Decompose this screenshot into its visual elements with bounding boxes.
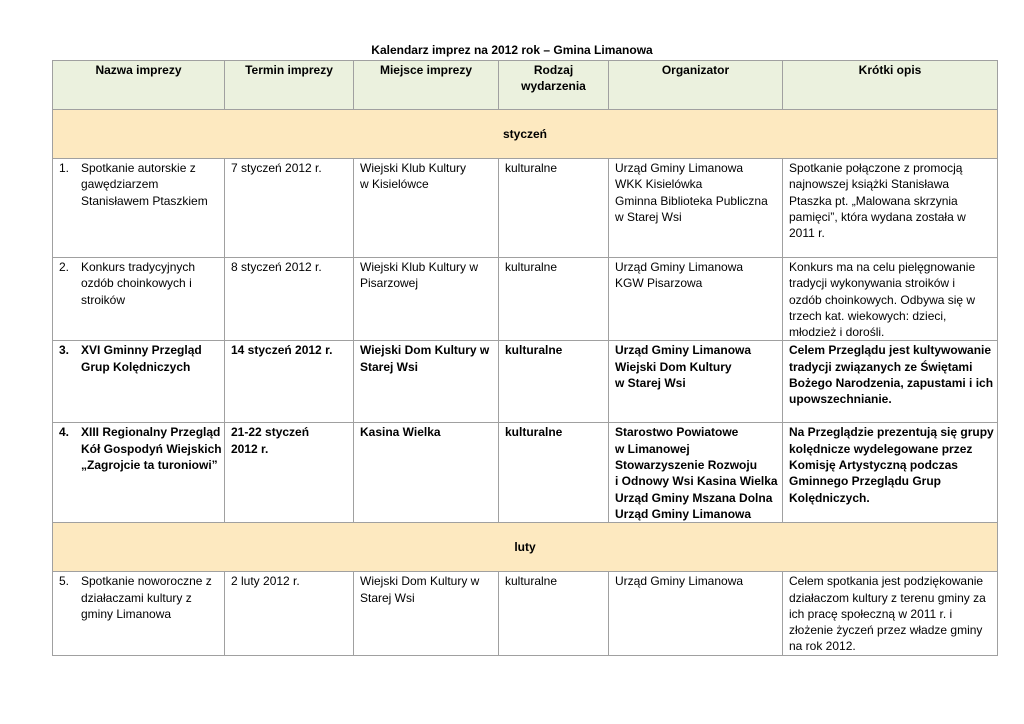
- table-header-row: [53, 61, 998, 110]
- events-calendar-table: [52, 60, 998, 656]
- cell-line: Konkurs tradycyjnych: [81, 260, 196, 274]
- cell-line: Bożego Narodzenia, zapustami i ich: [789, 376, 994, 391]
- cell-line: Gminna Biblioteka Publiczna: [615, 193, 768, 208]
- cell-line: Starej Wsi: [360, 359, 419, 374]
- table-row: [53, 423, 998, 523]
- cell-line: działaczom kultury z terenu gminy za: [789, 590, 986, 605]
- cell-line: Urząd Gminy Limanowa: [615, 161, 744, 175]
- cell-line: Kasina Wielka: [360, 425, 441, 440]
- cell-line: gminy Limanowa: [81, 606, 172, 621]
- event-date-cell: [225, 159, 354, 258]
- cell-line: stroików: [81, 292, 126, 307]
- month-row-january: [53, 110, 998, 159]
- event-place-cell: [354, 572, 499, 655]
- month-row-february: [53, 523, 998, 572]
- event-date-cell: [225, 423, 354, 523]
- event-name-cell: [53, 341, 225, 423]
- event-place-cell: [354, 159, 499, 258]
- event-date-cell: [225, 341, 354, 423]
- description-cell: [783, 258, 998, 341]
- event-date-cell: [225, 572, 354, 655]
- organizer-cell: [609, 423, 783, 523]
- organizer-cell: [609, 159, 783, 258]
- cell-line: 21-22 styczeń: [231, 425, 310, 440]
- cell-line: upowszechnianie.: [789, 392, 892, 407]
- cell-line: Urząd Gminy Limanowa: [615, 574, 744, 589]
- cell-line: młodzież i dorośli.: [789, 325, 885, 340]
- organizer-cell: [609, 341, 783, 423]
- cell-line: Kolędniczych.: [789, 490, 870, 505]
- cell-line: Starej Wsi: [360, 590, 415, 605]
- cell-line: Celem Przeglądu jest kultywowanie: [789, 343, 992, 358]
- document-title: Kalendarz imprez na 2012 rok – Gmina Limanowa: [371, 43, 653, 57]
- cell-line: 2012 r.: [231, 441, 269, 456]
- event-place-cell: [354, 258, 499, 341]
- event-type-cell: kulturalne: [499, 258, 609, 341]
- cell-line: na rok 2012.: [789, 639, 856, 654]
- cell-line: najnowszej książki Stanisława: [789, 177, 950, 192]
- cell-line: gawędziarzem: [81, 177, 159, 192]
- header-event-place: Miejsce imprezy: [354, 61, 499, 110]
- cell-line: Wiejski Klub Kultury: [360, 161, 467, 175]
- description-cell: [783, 159, 998, 258]
- cell-line: 8 styczeń 2012 r.: [231, 260, 322, 274]
- cell-line: Urząd Gminy Limanowa: [615, 506, 752, 521]
- cell-line: Wiejski Dom Kultury w: [360, 343, 490, 358]
- cell-line: 2011 r.: [789, 226, 825, 241]
- cell-line: Wiejski Dom Kultury w: [360, 574, 480, 589]
- header-event-name: Nazwa imprezy: [53, 61, 225, 110]
- event-place-cell: [354, 341, 499, 423]
- cell-line: tradycji wykonywania stroików i: [789, 276, 956, 291]
- cell-line: trzech kat. wiekowych: dzieci,: [789, 308, 947, 323]
- header-event-type: Rodzaj wydarzenia: [499, 61, 609, 110]
- cell-line: 2 luty 2012 r.: [231, 574, 300, 589]
- event-name-cell: [53, 572, 225, 655]
- header-organizer: Organizator: [609, 61, 783, 110]
- event-type-cell: kulturalne: [499, 159, 609, 258]
- cell-line: ich pracę społeczną w 2011 r. i: [789, 606, 953, 621]
- row-number: 1.: [59, 161, 70, 175]
- table-row: [53, 159, 998, 258]
- cell-line: XIII Regionalny Przegląd: [81, 425, 221, 440]
- row-number: 3.: [59, 343, 70, 358]
- table-row: [53, 572, 998, 655]
- cell-line: XVI Gminny Przegląd: [81, 343, 202, 358]
- cell-line: pamięci”, która wydana została w: [789, 209, 966, 224]
- cell-line: Stowarzyszenie Rozwoju: [615, 458, 758, 473]
- row-number: 4.: [59, 425, 70, 440]
- event-date-cell: [225, 258, 354, 341]
- cell-line: Kół Gospodyń Wiejskich: [81, 441, 222, 456]
- cell-line: 14 styczeń 2012 r.: [231, 343, 333, 358]
- row-number: 5.: [59, 574, 70, 589]
- cell-line: tradycji związanych ze Świętami: [789, 359, 973, 374]
- event-type-cell: kulturalne: [499, 341, 609, 423]
- cell-line: kolędnicze wydelegowane przez: [789, 441, 973, 456]
- cell-line: Wiejski Dom Kultury: [615, 359, 732, 374]
- cell-line: Spotkanie noworoczne z: [81, 574, 212, 589]
- cell-line: Komisję Artystyczną podczas: [789, 458, 958, 473]
- cell-line: Pisarzowej: [360, 276, 419, 291]
- row-number: 2.: [59, 260, 70, 274]
- cell-line: ozdób choinkowych i: [81, 276, 192, 291]
- cell-line: Urząd Gminy Mszana Dolna: [615, 490, 773, 505]
- header-event-date: Termin imprezy: [225, 61, 354, 110]
- event-type-cell: kulturalne: [499, 423, 609, 523]
- cell-line: Grup Kolędniczych: [81, 359, 191, 374]
- header-description: Krótki opis: [783, 61, 998, 110]
- organizer-cell: [609, 258, 783, 341]
- table-row: [53, 341, 998, 423]
- event-name-cell: [53, 258, 225, 341]
- cell-line: i Odnowy Wsi Kasina Wielka: [615, 474, 778, 489]
- cell-line: Konkurs ma na celu pielęgnowanie: [789, 260, 976, 274]
- description-cell: [783, 341, 998, 423]
- cell-line: Urząd Gminy Limanowa: [615, 343, 752, 358]
- event-name-cell: [53, 159, 225, 258]
- cell-line: KGW Pisarzowa: [615, 276, 703, 291]
- description-cell: [783, 423, 998, 523]
- cell-line: Ptaszka pt. „Malowana skrzynia: [789, 193, 958, 208]
- cell-line: Spotkanie połączone z promocją: [789, 161, 963, 175]
- table-row: [53, 258, 998, 341]
- cell-line: w Starej Wsi: [615, 209, 682, 224]
- description-cell: [783, 572, 998, 655]
- event-place-cell: [354, 423, 499, 523]
- cell-line: złożenie życzeń przez władze gminy: [789, 623, 983, 638]
- event-name-cell: [53, 423, 225, 523]
- cell-line: „Zagrojcie ta turoniowi”: [81, 458, 218, 473]
- cell-line: Na Przeglądzie prezentują się grupy: [789, 425, 994, 440]
- cell-line: w Starej Wsi: [615, 376, 686, 391]
- cell-line: WKK Kisielówka: [615, 177, 703, 192]
- cell-line: Urząd Gminy Limanowa: [615, 260, 744, 274]
- cell-line: Spotkanie autorskie z: [81, 161, 196, 175]
- cell-line: Stanisławem Ptaszkiem: [81, 193, 208, 208]
- month-label: styczeń: [53, 110, 998, 159]
- cell-line: w Limanowej: [615, 441, 690, 456]
- cell-line: 7 styczeń 2012 r.: [231, 161, 322, 175]
- cell-line: działaczami kultury z: [81, 590, 192, 605]
- cell-line: ozdób choinkowych. Odbywa się w: [789, 292, 976, 307]
- month-label: luty: [53, 523, 998, 572]
- cell-line: Wiejski Klub Kultury w: [360, 260, 479, 274]
- cell-line: Starostwo Powiatowe: [615, 425, 739, 440]
- cell-line: w Kisielówce: [360, 177, 429, 192]
- cell-line: Celem spotkania jest podziękowanie: [789, 574, 984, 589]
- cell-line: Gminnego Przeglądu Grup: [789, 474, 942, 489]
- event-type-cell: kulturalne: [499, 572, 609, 655]
- organizer-cell: [609, 572, 783, 655]
